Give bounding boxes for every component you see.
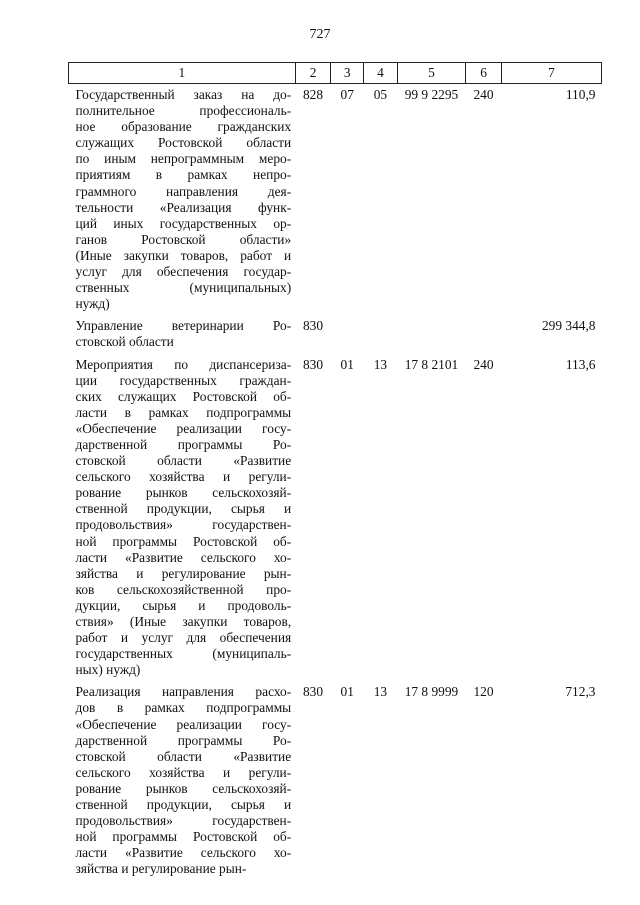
row-amount: 712,3 — [565, 684, 596, 700]
row-target-article — [397, 314, 465, 352]
row-expense-type — [466, 314, 502, 352]
row-target-article: 17 8 9999 — [404, 684, 459, 700]
budget-table — [68, 62, 602, 880]
column-header-3: 3 — [331, 63, 364, 84]
column-header-6: 6 — [466, 63, 502, 84]
row-section-code: 01 — [340, 356, 354, 372]
column-header-2: 2 — [295, 63, 331, 84]
page-number: 727 — [309, 27, 331, 42]
table-row — [69, 84, 602, 315]
column-header-7: 7 — [501, 63, 601, 84]
row-section-code: 01 — [340, 684, 354, 700]
header-row — [69, 63, 602, 84]
row-expense-type: 120 — [473, 684, 494, 700]
column-header-1: 1 — [69, 63, 296, 84]
row-gr-code: 830 — [302, 356, 324, 372]
table-body — [69, 84, 602, 880]
row-gr-code: 830 — [302, 684, 324, 700]
table-row — [69, 353, 602, 681]
row-subsection-code — [364, 314, 398, 352]
row-amount: 299 344,8 — [541, 318, 596, 334]
row-description: Управление ветеринарии Ро- стовской области — [75, 318, 292, 350]
row-description: Государственный заказ на до- полнительное профессиональ- ное образование гражданских служащих Ростовской области по иным непрограммным меро- приятиям в рамках непро- граммного направления дея- тельности «Реализация функ- ций иных государственных ор- ганов Ростовской области» (Иные закупки товаров, работ и услуг для обеспечения государ- ственных (муниципальных) нужд) — [75, 87, 292, 312]
table-row — [69, 680, 602, 879]
row-target-article: 99 9 2295 — [404, 87, 459, 102]
row-amount: 110,9 — [565, 87, 596, 102]
row-gr-code: 830 — [302, 318, 324, 334]
row-target-article: 17 8 2101 — [404, 356, 459, 372]
table-header — [69, 63, 602, 84]
row-amount: 113,6 — [565, 356, 596, 372]
row-section-code: 07 — [340, 87, 354, 102]
row-description: Мероприятия по диспансеризa- ции государственных граждан- ских служащих Ростовской об- ласти в рамках подпрограммы «Обеспечение реализации госу- дарственной программы Ро- стовской области «Развитие сельского хозяйства и регули- рование рынков сельскохозяй- ственной продукции, сырья и продовольствия» государствен- ной программы Ростовской об- ласти «Развитие сельского хо- зяйства и регулирование рын- ков сельскохозяйственной про- дукции, сырья и продоволь- ствия» (Иные закупки товаров, работ и услуг для обеспечения государственных (муниципаль- ных) нужд) — [75, 356, 292, 678]
column-header-4: 4 — [364, 63, 398, 84]
row-gr-code: 828 — [302, 87, 324, 102]
row-section-code — [331, 314, 364, 352]
row-subsection-code: 05 — [373, 87, 388, 102]
row-subsection-code: 13 — [373, 684, 388, 700]
table-row — [69, 314, 602, 352]
row-expense-type: 240 — [473, 87, 494, 102]
row-description: Реализация направления расхо- дов в рамках подпрограммы «Обеспечение реализации госу- дарственной программы Ро- стовской области «Развитие сельского хозяйства и регули- рование рынков сельскохозяй- ственной продукции, сырья и продовольствия» государствен- ной программы Ростовской об- ласти «Развитие сельского хо- зяйства и регулирование рын- — [75, 684, 292, 877]
column-header-5: 5 — [397, 63, 465, 84]
row-subsection-code: 13 — [373, 356, 388, 372]
row-expense-type: 240 — [473, 356, 494, 372]
